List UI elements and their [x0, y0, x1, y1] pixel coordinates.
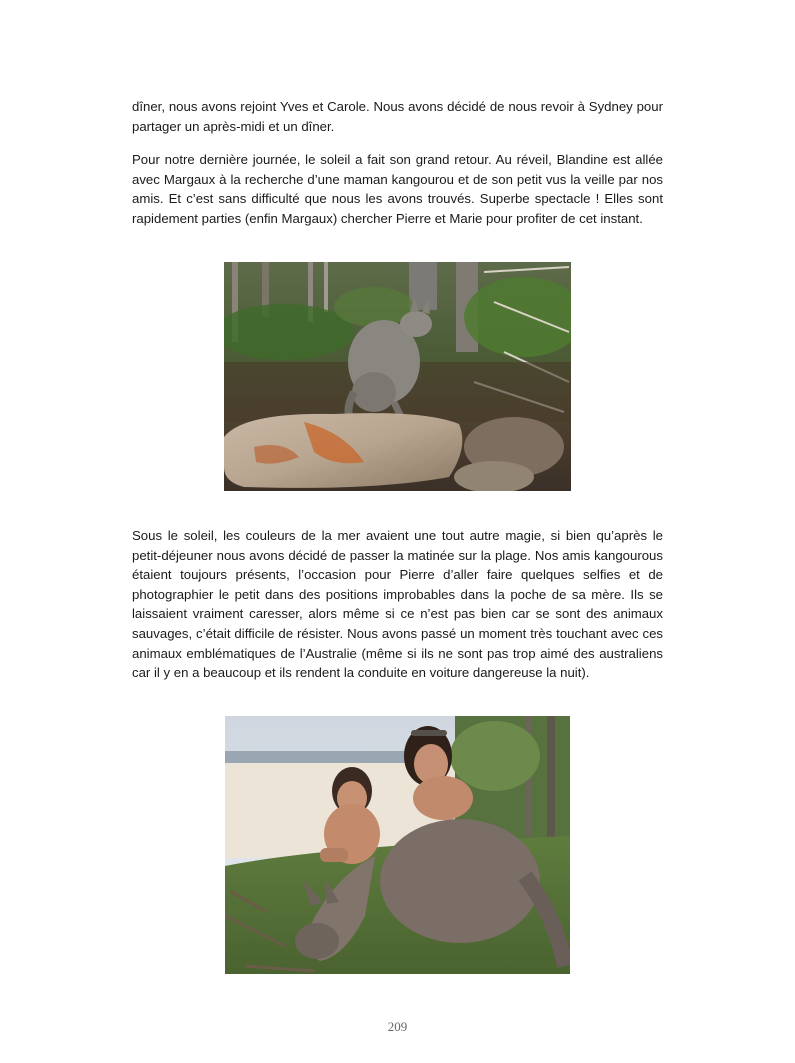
paragraph-last-day: Pour notre dernière journée, le soleil a fait son grand retour. Au réveil, Blandine est allée avec Margaux à la recherche d’une maman kangourou et de son petit vus la veille par nos amis. Et c’est sans difficulté que nous les avons trouvés. Superbe spectacle ! Elles sont rapidement parties (enfin Margaux) chercher Pierre et Marie pour profiter de cet instant. — [132, 152, 663, 226]
paragraph-beach-morning: Sous le soleil, les couleurs de la mer avaient une tout autre magie, si bien qu’après le petit-déjeuner nous avons décidé de passer la matinée sur la plage. Nos amis kangourous étaient toujours présents, l’occasion pour Pierre d’aller faire quelques selfies et de photographier le petit dans des positions improbables dans la poche de sa mère. Ils se laissaient vraiment caresser, alors même si ce n’est pas bien car se sont des animaux sauvages, c’était difficile de résister. Nous avons passé un moment très touchant avec ces animaux emblématiques de l’Australie (même si ils ne sont pas trop aimé des australiens car il y en a beaucoup et ils rendent la conduite en voiture dangereuse la nuit). — [132, 528, 663, 681]
page-number: 209 — [387, 1019, 408, 1034]
photo-children-with-kangaroo — [225, 716, 570, 974]
photo-kangaroo-on-rock — [224, 262, 571, 491]
paragraph-intro: dîner, nous avons rejoint Yves et Carole. Nous avons décidé de nous revoir à Sydney pour partager un après-midi et un dîner. — [132, 99, 663, 134]
